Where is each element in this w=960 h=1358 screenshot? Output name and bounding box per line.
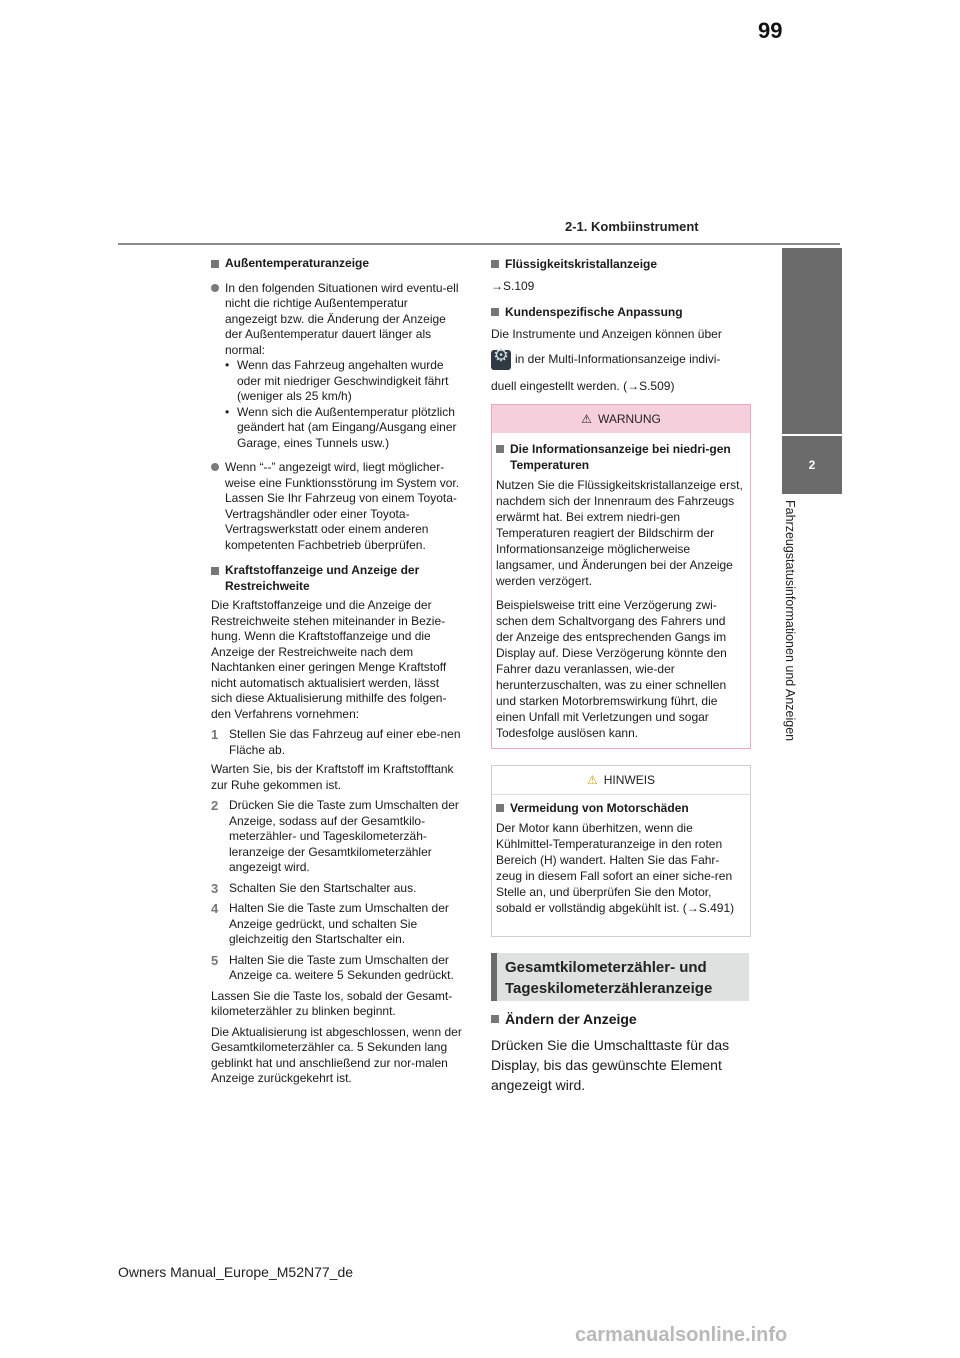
bullet-item: Wenn “--” angezeigt wird, liegt möglicher-weise eine Funktionsstörung im System vor. Lassen Sie Ihr Fahrzeug von einem Toyota-Vertragshändler oder einer Toyota-Vertragswerkstatt oder einem anderen kompetenten Fachbetrieb überprüfen. — [211, 460, 463, 553]
settings-gear-icon — [491, 350, 511, 370]
right-column-bottom — [491, 1011, 749, 1095]
sub-item: • Wenn das Fahrzeug angehalten wurde oder mit niedriger Geschwindigkeit fährt (weniger als 25 km/h) — [225, 358, 449, 403]
step-4: 4 Halten Sie die Taste zum Umschalten der Anzeige gedrückt, und schalten Sie gleichzeitig den Startschalter ein. — [211, 901, 449, 946]
heading-lcd: Flüssigkeitskristallanzeige — [491, 256, 749, 272]
warning-triangle-icon: ⚠ — [581, 412, 592, 426]
heading-customization: Kundenspezifische Anpassung — [491, 304, 749, 320]
paragraph: Die Kraftstoffanzeige und die Anzeige der Restreichweite stehen miteinander in Bezie-hung. Wenn die Kraftstoffanzeige und die Anzeige der Restreichweite nach dem Nachtanken einer geringen Menge Kraftstoff nicht automatisch aktualisiert werden, lässt sich diese Aktualisierung mithilfe des folgen-den Verfahrens vornehmen: — [211, 598, 447, 721]
square-bullet-icon — [211, 567, 219, 575]
paragraph: Lassen Sie die Taste los, sobald der Gesamt-kilometerzähler zu blinken beginnt. — [211, 988, 453, 1018]
square-bullet-icon — [211, 260, 219, 268]
heading-fuel-gauge: Kraftstoffanzeige und Anzeige der Restreichweite — [211, 563, 463, 594]
step-5: 5 Halten Sie die Taste zum Umschalten der Anzeige ca. weitere 5 Sekunden gedrückt. — [211, 952, 454, 982]
heading-outside-temp: Außentemperaturanzeige — [211, 256, 463, 272]
paragraph: Drücken Sie die Umschalttaste für das Display, bis das gewünschte Element angezeigt wird. — [491, 1037, 730, 1093]
warning-header: ⚠ WARNUNG — [492, 405, 750, 433]
square-bullet-icon — [491, 1015, 499, 1023]
notice-box — [491, 765, 751, 937]
cross-reference[interactable]: →S.109 — [491, 279, 535, 293]
circle-bullet-icon — [211, 284, 219, 292]
circle-bullet-icon — [211, 463, 219, 471]
warning-paragraph: Beispielsweise tritt eine Verzögerung zwi-schen dem Schaltvorgang des Fahrers und der Anzeige des entsprechenden Gangs im Display auf. Diese Verzögerung könnte den Fahrer dazu veranlassen, wie-der herunterzuschalten, was zu einer schnellen und starken Motorbremswirkung führt, die einen Unfall mit Verletzungen und sogar Todesfolge auslösen kann. — [496, 598, 727, 740]
step-3: 3 Schalten Sie den Startschalter aus. — [211, 880, 417, 896]
left-column — [211, 256, 463, 1087]
warning-heading: Die Informationsanzeige bei niedri-gen Temperaturen — [496, 441, 743, 473]
paragraph: Warten Sie, bis der Kraftstoff im Kraftstofftank zur Ruhe gekommen ist. — [211, 762, 454, 792]
square-bullet-icon — [491, 260, 499, 268]
bullet-item: In den folgenden Situationen wird eventu-ell nicht die richtige Außentemperatur angezeigt bzw. die Änderung der Anzeige der Außentemperatur dauert länger als normal: — [211, 281, 463, 359]
chapter-number: 2 — [808, 458, 816, 472]
footer-text: Owners Manual_Europe_M52N77_de — [118, 1264, 354, 1280]
square-bullet-icon — [496, 804, 504, 812]
paragraph: ⚙in der Multi-Informationsanzeige indivi- — [491, 350, 749, 370]
notice-paragraph: Der Motor kann überhitzen, wenn die Kühlmittel-Temperaturanzeige in den roten Bereich (H) wandert. Halten Sie das Fahr-zeug in diesem Fall sofort an einer siche-ren Stelle an, und überprüfen Sie den Motor, sobald er vollständig abgekühlt ist. (→S.491) — [496, 821, 735, 915]
step-1: 1 Stellen Sie das Fahrzeug auf einer ebe-nen Fläche ab. — [211, 727, 461, 757]
warning-box — [491, 404, 751, 749]
square-bullet-icon — [491, 308, 499, 316]
notice-header: ⚠ HINWEIS — [492, 766, 750, 795]
watermark: carmanualsonline.info — [575, 1324, 788, 1346]
warning-paragraph: Nutzen Sie die Flüssigkeitskristallanzeige erst, nachdem sich der Innenraum des Fahrzeugs erwärmt hat. Bei extrem niedri-gen Temperaturen reagiert der Bildschirm der Informationsanzeige möglicherweise langsamer, und Änderungen bei der Anzeige werden verzögert. — [496, 478, 743, 588]
side-tab-decor — [782, 248, 842, 434]
section-label: 2-1. Kombiinstrument — [565, 219, 699, 234]
odometer-section-heading: Gesamtkilometerzähler- und Tageskilometerzähleranzeige — [491, 953, 749, 1001]
square-bullet-icon — [496, 445, 504, 453]
heading-change-display: Ändern der Anzeige — [491, 1011, 749, 1027]
paragraph: Die Aktualisierung ist abgeschlossen, wenn der Gesamtkilometerzähler ca. 5 Sekunden lang geblinkt hat und anschließend zur nor-malen Anzeige zurückgekehrt ist. — [211, 1024, 462, 1085]
page-number: 99 — [758, 18, 783, 43]
paragraph: duell eingestellt werden. (→S.509) — [491, 379, 675, 393]
sub-item: • Wenn sich die Außentemperatur plötzlich geändert hat (am Eingang/Ausgang einer Garage, eines Tunnels usw.) — [225, 404, 457, 450]
notice-heading: Vermeidung von Motorschäden — [496, 800, 743, 816]
right-column-top — [491, 256, 749, 394]
chapter-title: Fahrzeugstatusinformationen und Anzeigen — [783, 500, 797, 742]
caution-triangle-icon: ⚠ — [586, 773, 598, 787]
step-2: 2 Drücken Sie die Taste zum Umschalten der Anzeige, sodass auf der Gesamtkilo-meterzähler- und Tageskilometerzäh-leranzeige der Gesamtkilometerzähler angezeigt wird. — [211, 798, 459, 874]
chapter-tab — [782, 436, 842, 494]
paragraph: Die Instrumente und Anzeigen können über — [491, 327, 722, 341]
header-rule — [118, 243, 840, 245]
